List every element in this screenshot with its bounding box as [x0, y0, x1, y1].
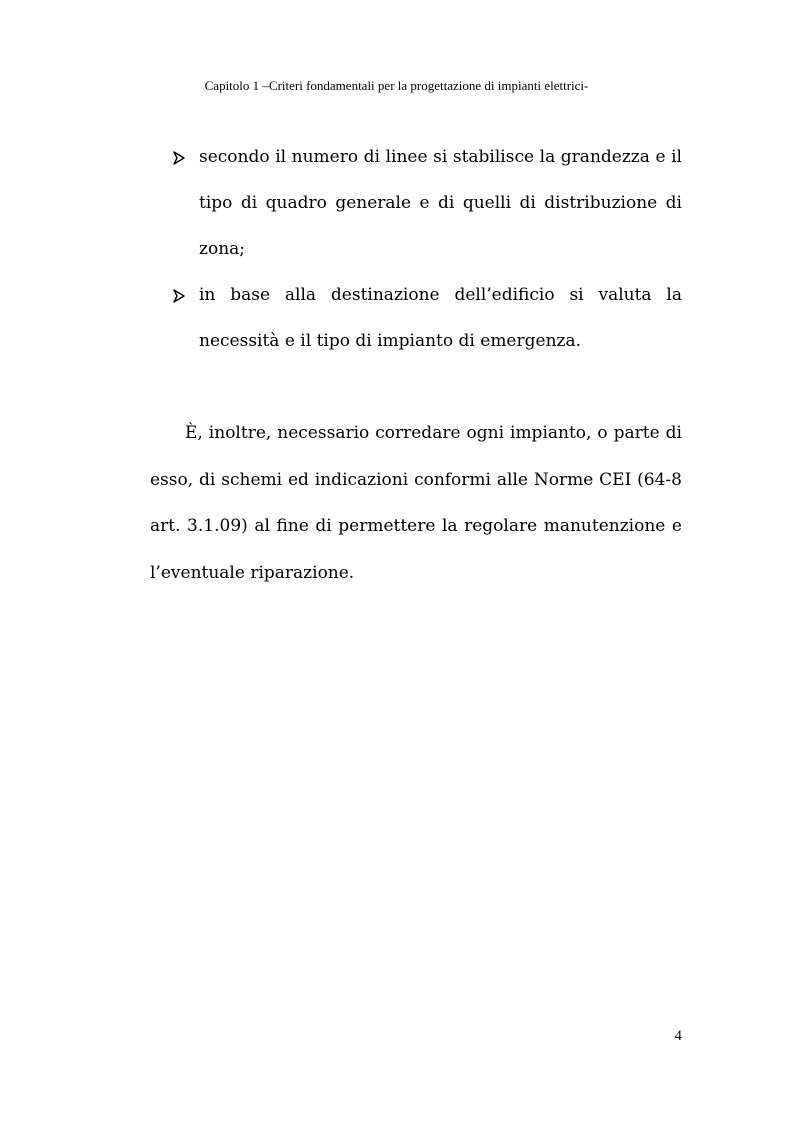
- bullet-item: [172, 134, 682, 272]
- bullet-text: secondo il numero di linee si stabilisce la grandezza e il tipo di quadro generale e di quelli di distribuzione di zona;: [199, 147, 682, 259]
- body-paragraph: È, inoltre, necessario corredare ogni impianto, o parte di esso, di schemi ed indicazioni conformi alle Norme CEI (64-8 art. 3.1.09) al fine di permettere la regolare manutenzione e l’eventuale riparazione.: [150, 423, 682, 583]
- arrow-bullet-icon: [172, 272, 192, 318]
- running-header: Capitolo 1 –Criteri fondamentali per la progettazione di impianti elettrici-: [204, 78, 589, 93]
- bullet-item: [172, 272, 682, 364]
- arrow-bullet-icon: [172, 134, 192, 180]
- page-number: 4: [674, 1028, 682, 1044]
- bullet-text: in base alla destinazione dell’edificio si valuta la necessità e il tipo di impianto di emergenza.: [199, 285, 682, 351]
